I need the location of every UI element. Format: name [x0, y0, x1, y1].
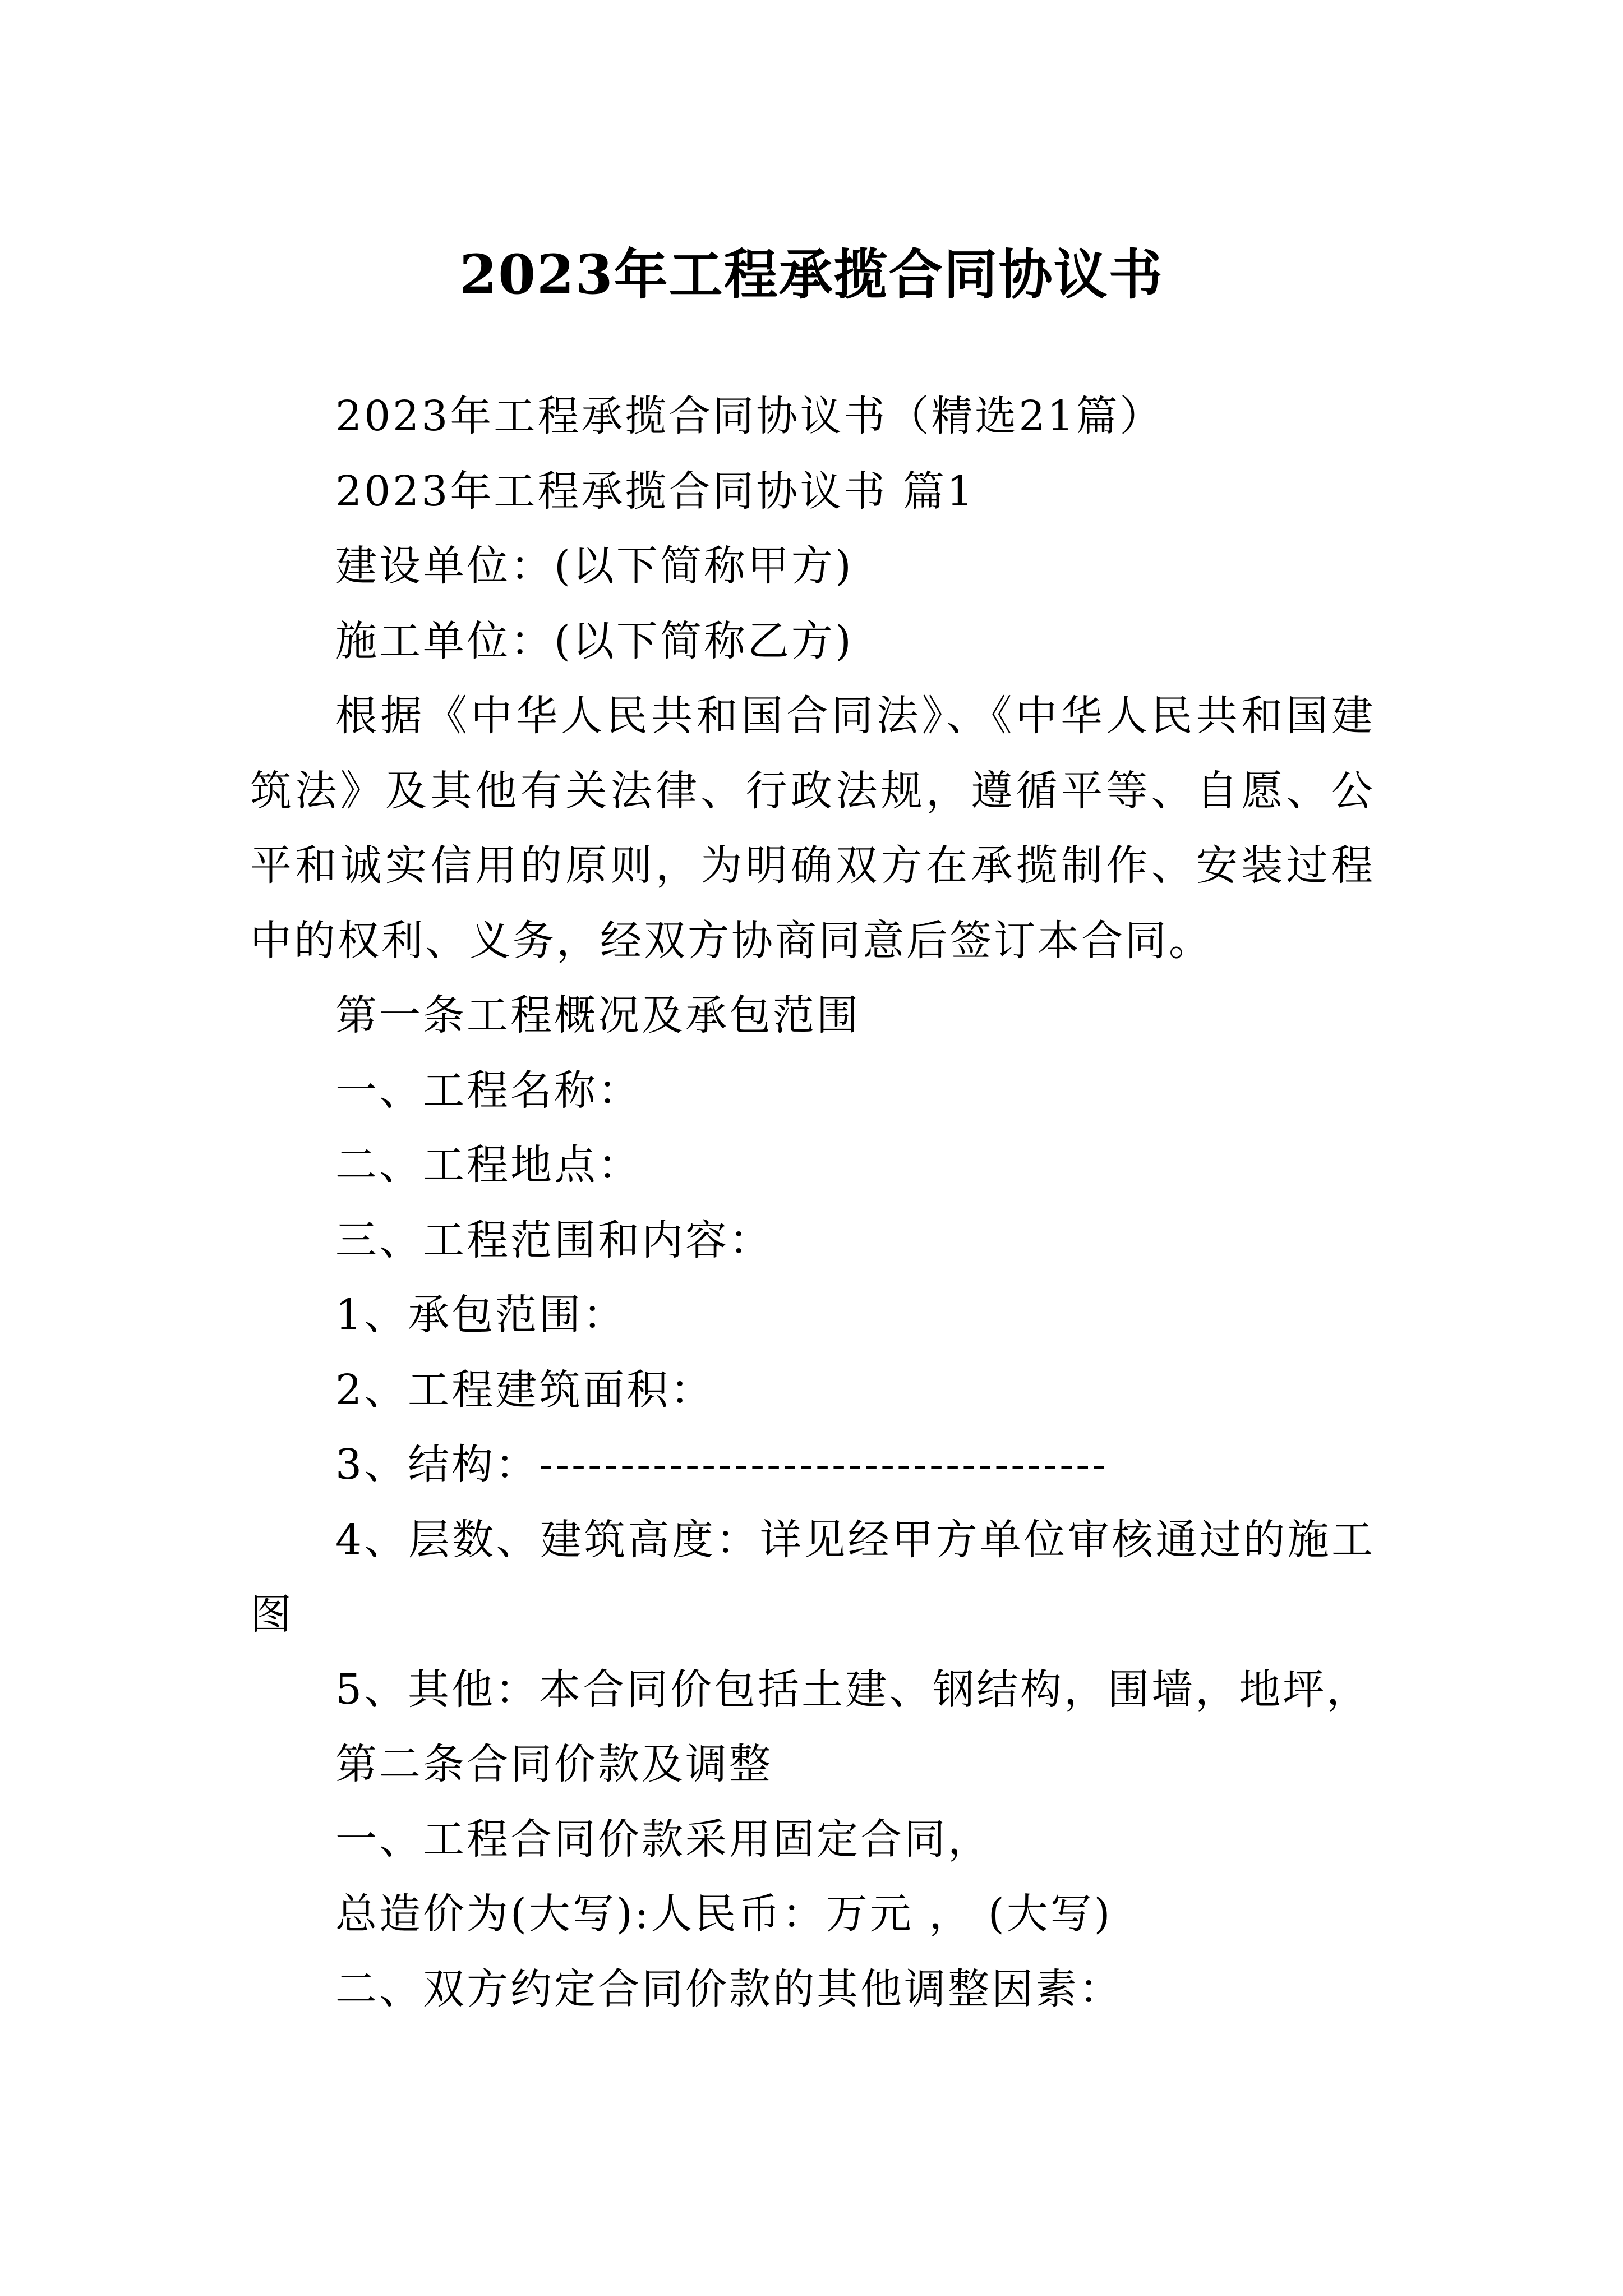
- paragraph-building-area: 2、工程建筑面积：: [335, 1365, 714, 1414]
- paragraph-party-b: 施工单位：(以下简称乙方): [335, 616, 854, 665]
- paragraph-contract-scope: 1、承包范围：: [335, 1291, 627, 1339]
- paragraph-party-a: 建设单位：(以下简称甲方): [335, 542, 854, 590]
- paragraph-article-2-heading: 第二条合同价款及调整: [335, 1740, 773, 1788]
- document-body: [250, 379, 1375, 2027]
- paragraph-price-adjustment: 二、双方约定合同价款的其他调整因素：: [335, 1964, 1123, 2013]
- paragraph-structure: 3、结构：-----------------------------------: [335, 1441, 1109, 1489]
- paragraph-fixed-price: 一、工程合同价款采用固定合同，: [335, 1815, 992, 1864]
- paragraph-section-heading: 2023年工程承揽合同协议书 篇1: [335, 467, 975, 516]
- document-title: 2023年工程承揽合同协议书: [459, 243, 1164, 307]
- paragraph-preamble: 根据《中华人民共和国合同法》、《中华人民共和国建筑法》及其他有关法律、行政法规，遵循平等、自愿、公平和诚实信用的原则，为明确双方在承揽制作、安装过程中的权利、义务，经双方协商同意后签订本合同。: [250, 692, 1375, 965]
- paragraph-subtitle: 2023年工程承揽合同协议书（精选21篇）: [335, 392, 1164, 440]
- paragraph-total-price: 总造价为(大写):人民币：万元 ， (大写): [335, 1890, 1113, 1938]
- paragraph-project-location: 二、工程地点：: [335, 1141, 642, 1189]
- paragraph-project-scope: 三、工程范围和内容：: [335, 1216, 773, 1264]
- paragraph-other: 5、其他：本合同价包括土建、钢结构，围墙，地坪，: [335, 1665, 1371, 1714]
- paragraph-floors-height: 4、层数、建筑高度：详见经甲方单位审核通过的施工图: [250, 1515, 1375, 1639]
- paragraph-project-name: 一、工程名称：: [335, 1066, 642, 1115]
- paragraph-article-1-heading: 第一条工程概况及承包范围: [335, 991, 860, 1039]
